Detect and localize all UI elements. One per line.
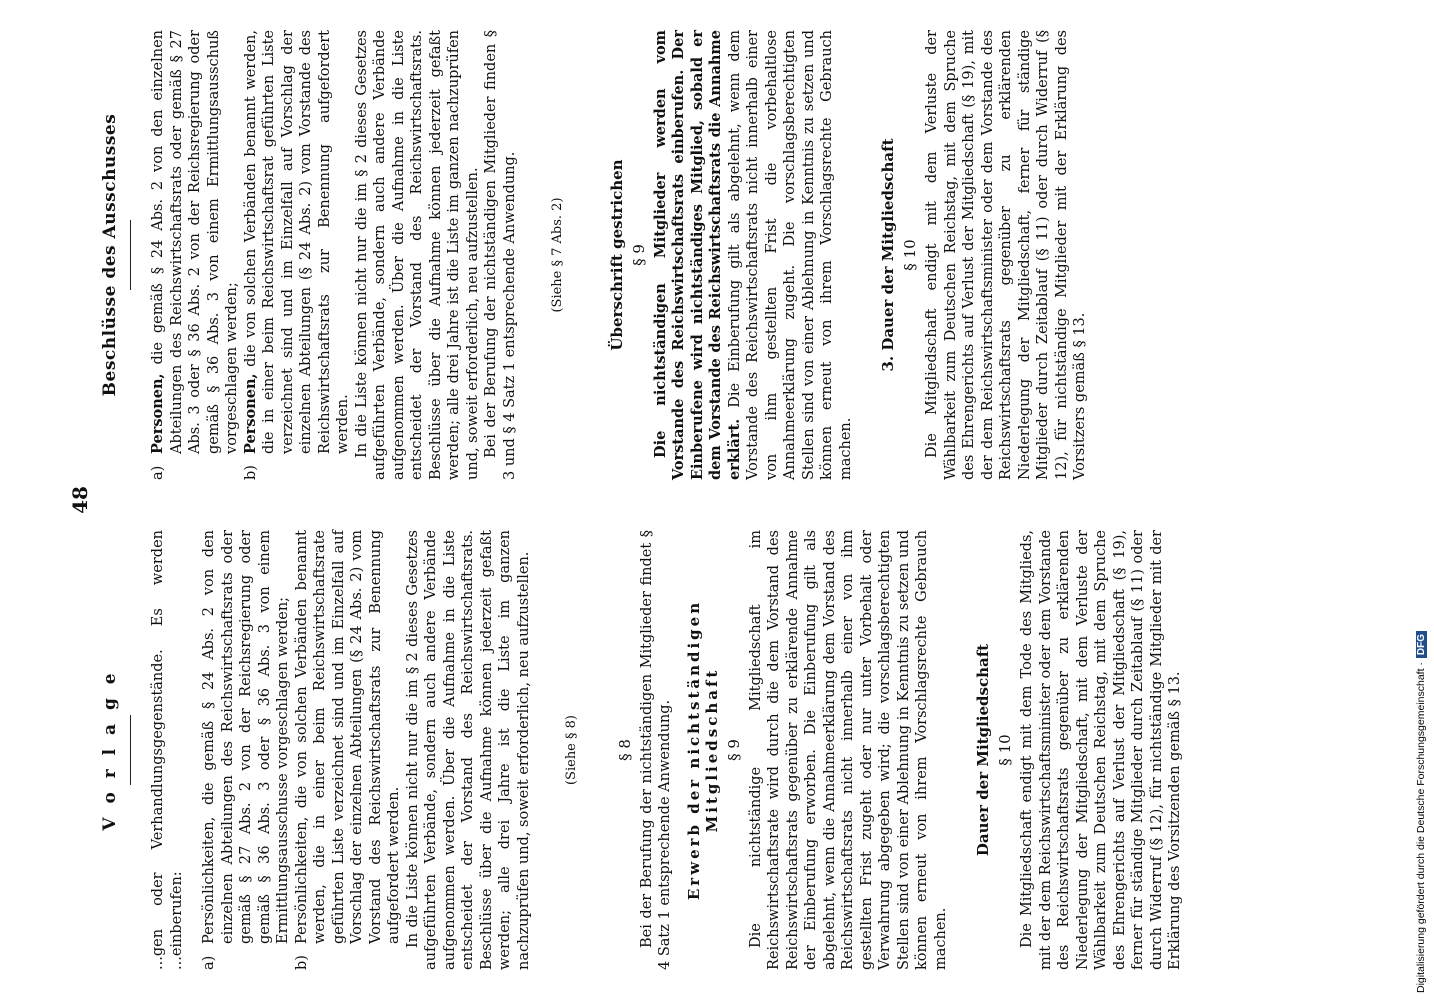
section-text-bold: Die nichtständigen Mitglieder werden vom Vorstande des Reichswirtschaftsrats einberufen. Der Einberufene wird nichtständiges Mitglied, sobald er dem Vorstande des Reichswirtschaftsrats die Annahme erklärt. (651, 30, 743, 480)
emphasis: Personen, (241, 373, 259, 454)
column-vorlage (100, 530, 1185, 970)
credit-text: Digitalisierung gefördert durch die Deutsche Forschungsgemeinschaft · (1415, 662, 1427, 993)
section-number: § 10 (996, 734, 1014, 766)
section-text: Die Mitgliedschaft endigt mit dem Tode des Mitglieds, mit der dem Reichswirtschaftsminister oder dem Vorstande des Reichswirtschaftsrats gegenüber zu erklärenden Niederlegung der Mitgliedschaft, mit dem Verluste der Wählbarkeit zum Deutschen Reichstag, mit dem Spruche des Ehrengerichts auf Verlust der Mitgliedschaft (§ 19), ferner für ständige Mitglieder durch Zeitablauf (§ 11) oder durch Widerruf (§ 12), für nichtständige Mitglieder mit der Erklärung des Vorsitzenden gemäß § 13. (1019, 530, 1183, 970)
intro-text: ...gen oder Verhandlungsgegenstände. Es werden ...einberufen: (150, 530, 185, 970)
list-marker: b) (293, 955, 310, 970)
column-heading-beschluesse: Beschlüsse des Ausschusses (100, 113, 120, 397)
section-number: § 9 (724, 739, 743, 761)
list-item-text: Persönlichkeiten, die von solchen Verbänden benannt werden, die in einer beim Reichswirtschaftsrate geführten Liste verzeichnet sind und im Einzelfall auf Vorschlag der einzelnen Abteilungen (§ 24 Abs. 2) vom Vorstand des Reichswirtschaftsrats zur Benennung aufgefordert werden. (293, 530, 402, 944)
list-marker: a) (201, 955, 217, 970)
list-item-b (242, 30, 353, 480)
berufung-text: Bei der Berufung der nichtständigen Mitglieder finden § 3 und § 4 Satz 1 entsprechende Anwendung. (483, 30, 518, 480)
heading-rule (130, 715, 131, 785)
list-item-b (293, 530, 404, 970)
column-beschluesse (100, 30, 1090, 480)
section-text: Die Einberufung gilt als abgelehnt, wenn dem Vorstande des Reichswirtschaftsrats nicht innerhalb einer von ihm gestellten Frist die vorbehaltlose Annahmeerklärung zugeht. Die vorschlagsberechtigten Stellen sind von einer Ablehnung in Kenntnis zu setzen und können erneut von ihrem Vorschlagsrechte Gebrauch machen. (726, 29, 854, 480)
digitization-credit (1412, 8, 1430, 993)
section-number: § 10 (901, 239, 919, 271)
list-paragraph: In die Liste können nicht nur die im § 2 dieses Gesetzes aufgeführten Verbände, sondern auch andere Verbände aufgenommen werden. Über die Aufnahme in die Liste entscheidet der Vorstand des Reichswirtschaftsrats. Beschlüsse über die Aufnahme können jederzeit gefaßt werden; alle drei Jahre ist die Liste im ganzen nachzuprüfen und, soweit erforderlich, neu aufzustellen. (353, 30, 481, 480)
section-number: § 8 (615, 739, 634, 761)
section-number: § 9 (629, 244, 648, 266)
column-heading-vorlage: V o r l a g e (100, 669, 120, 831)
list-item-text: Persönlichkeiten, die gemäß § 24 Abs. 2 von den einzelnen Abteilungen des Reichswirtschaftsrats oder gemäß § 27 Abs. 2 von der Reichsregierung oder gemäß § 36 Abs. 3 oder § 36 Abs. 3 von einem Ermittlungsausschusse vorgeschlagen werden; (201, 530, 291, 944)
emphasis: Personen, (149, 373, 166, 454)
cross-reference: (Siehe § 7 Abs. 2) (550, 197, 565, 313)
section-text: Bei der Berufung der nichtständigen Mitglieder findet § 4 Satz 1 entsprechende Anwendung. (638, 530, 673, 970)
list-marker: b) (242, 465, 259, 480)
list-item-a (200, 530, 293, 970)
list-item-text: die von solchen Verbänden benannt werden, die in einer beim Reichswirtschaftsrat geführten Liste verzeichnet sind und im Einzelfall auf Vorschlag der einzelnen Abteilungen (§ 24 Abs. 2) vom Vorstande des Reichswirtschaftsrats zur Benennung aufgefordert werden. (242, 30, 351, 454)
list-item-a (149, 30, 242, 480)
section-text: Die Mitgliedschaft endigt mit dem Verluste der Wählbarkeit zum Deutschen Reichstag, mit dem Spruche des Ehrengerichts auf Verlust der Mitgliedschaft (§ 19), mit der dem Reichswirtschaftsminister oder dem Vorstande des Reichswirtschaftsrats gegenüber zu erklärenden Niederlegung der Mitgliedschaft, ferner für ständige Mitglieder durch Zeitablauf (§ 11) oder durch Widerruf (§ 12), für nichtständige Mitglieder mit der Erklärung des Vorsitzers gemäß § 13. (924, 30, 1088, 480)
dfg-logo: DFG (1416, 631, 1427, 658)
section-heading: Überschrift gestrichen (607, 159, 626, 351)
page-number: 48 (68, 486, 92, 514)
heading-rule (130, 220, 131, 290)
cross-reference: (Siehe § 8) (564, 715, 579, 786)
section-heading: 3. Dauer der Mitgliedschaft (879, 138, 897, 372)
list-item-text: die gemäß § 24 Abs. 2 von den einzelnen Abteilungen des Reichswirtschaftsrats oder gemäß § 27 Abs. 3 oder § 36 Abs. 2 von der Reichsregierung oder gemäß § 36 Abs. 3 von einem Ermittlungsausschuß vorgeschlagen werden; (150, 30, 240, 454)
list-paragraph: In die Liste können nicht nur die im § 2 dieses Gesetzes aufgeführten Verbände, sondern auch andere Verbände aufgenommen werden. Über die Aufnahme in die Liste entscheidet der Vorstand des Reichswirtschaftsrats. Beschlüsse über die Aufnahme können jederzeit gefaßt werden; alle drei Jahre ist die Liste im ganzen nachzuprüfen und, soweit erforderlich, neu aufzustellen. (404, 530, 532, 970)
list-marker: a) (150, 465, 166, 480)
section-heading: Dauer der Mitgliedschaft (974, 643, 992, 857)
section-text: Die nichtständige Mitgliedschaft im Reichswirtschaftsrate wird durch die dem Vorstand des Reichswirtschaftsrats gegenüber zu erklärende Annahme der Einberufung erworben. Die Einberufung gilt als abgelehnt, wenn die Annahmeerklärung dem Vorstand des Reichswirtschaftsrats nicht innerhalb einer von ihm gestellten Frist zugeht oder nur unter Vorbehalt oder Verwahrung abgegeben wird; die vorschlagsberechtigten Stellen sind von einer Ablehnung in Kenntnis zu setzen und können erneut von ihrem Vorschlagsrechte Gebrauch machen. (747, 530, 949, 970)
section-heading: Erwerb der nichtständigen Mitgliedschaft (684, 599, 721, 901)
